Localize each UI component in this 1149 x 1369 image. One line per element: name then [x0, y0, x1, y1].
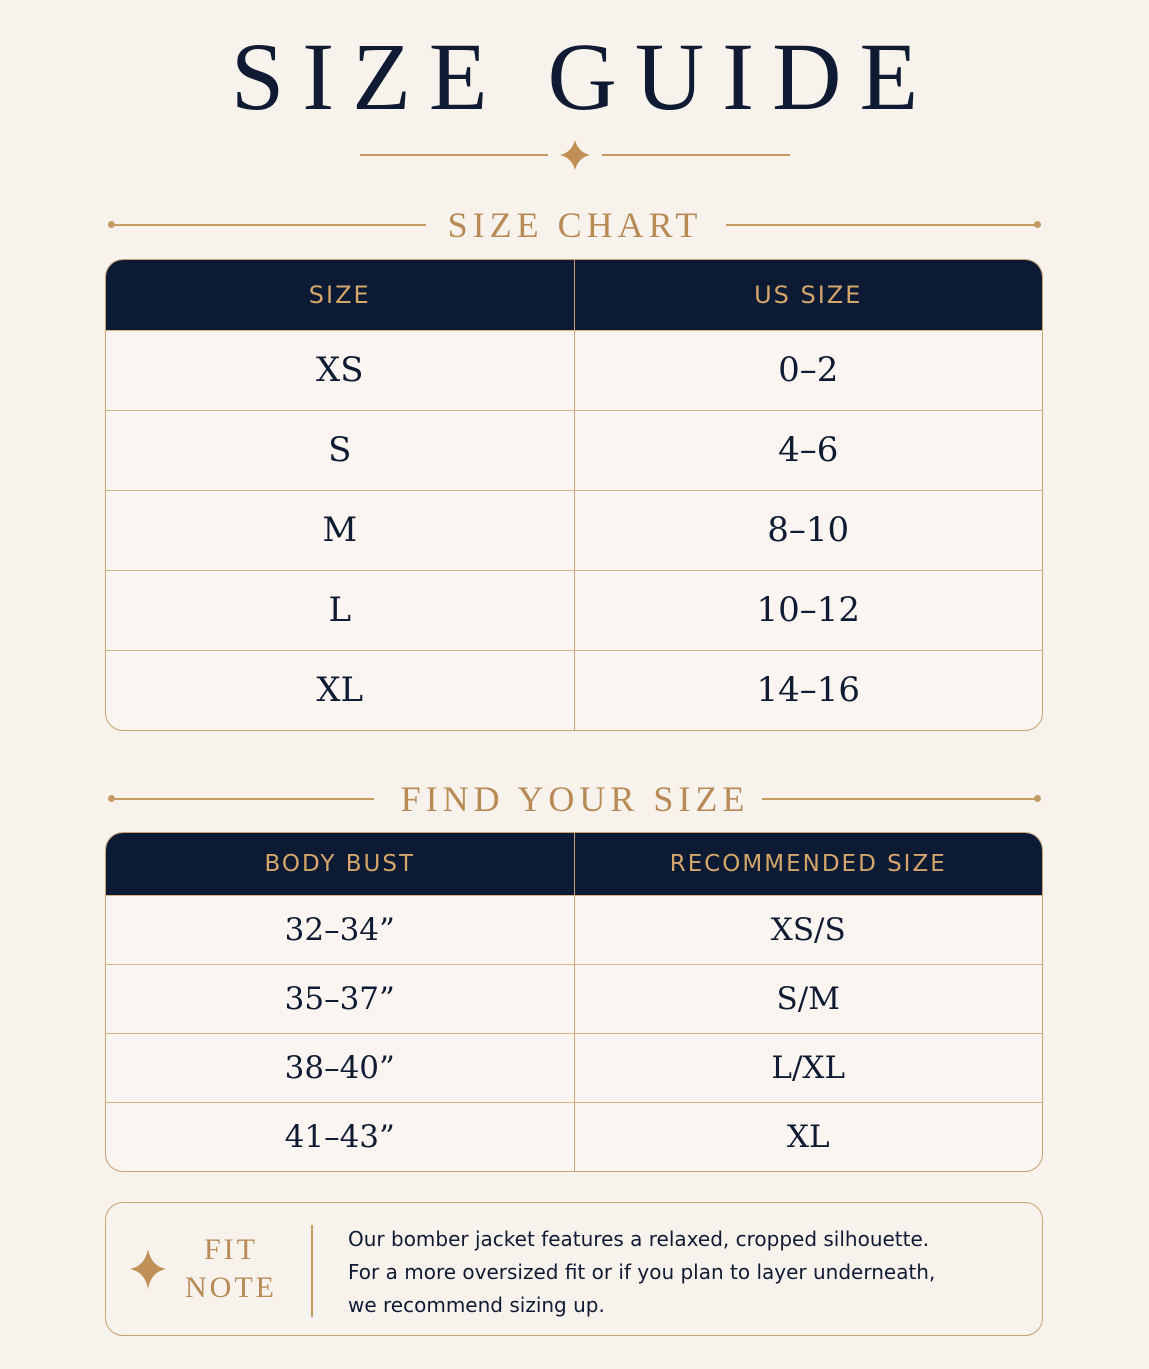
table-row	[106, 490, 1042, 570]
table-row	[106, 330, 1042, 410]
us-size-cell: 14–16	[574, 651, 1043, 730]
column-header-recommended-size: RECOMMENDED SIZE	[574, 833, 1043, 895]
table-row	[106, 1033, 1042, 1102]
fit-note-divider	[311, 1225, 313, 1317]
sparkle-icon	[130, 1249, 166, 1289]
table-row	[106, 895, 1042, 964]
recommended-cell: S/M	[574, 965, 1043, 1033]
size-cell: XS	[316, 350, 364, 390]
find-your-size-title: FIND YOUR SIZE	[400, 779, 750, 819]
find-your-size-table	[105, 832, 1043, 1172]
us-size-cell: 10–12	[574, 571, 1043, 650]
fit-note-line: For a more oversized fit or if you plan to layer underneath,	[348, 1260, 936, 1284]
page-title: SIZE GUIDE	[230, 23, 937, 130]
bust-cell: 35–37”	[284, 981, 395, 1017]
size-chart-heading	[108, 205, 1042, 245]
table-row	[106, 1102, 1042, 1171]
sparkle-icon	[560, 140, 590, 170]
column-header-size: SIZE	[308, 281, 371, 309]
size-cell: S	[328, 430, 352, 470]
recommended-cell: L/XL	[574, 1034, 1043, 1102]
fit-note-text	[348, 1223, 1008, 1322]
find-your-size-heading	[108, 779, 1042, 819]
bust-cell: 32–34”	[284, 912, 395, 948]
column-header-us-size: US SIZE	[574, 260, 1043, 330]
bust-cell: 41–43”	[284, 1119, 395, 1155]
size-cell: XL	[316, 670, 364, 710]
column-header-body-bust: BODY BUST	[264, 851, 416, 877]
table-row	[106, 570, 1042, 650]
fit-note-line: we recommend sizing up.	[348, 1293, 605, 1317]
fit-note-label-line1: FIT	[204, 1233, 258, 1266]
bust-cell: 38–40”	[284, 1050, 395, 1086]
table-row	[106, 964, 1042, 1033]
size-cell: M	[322, 510, 358, 550]
us-size-cell: 0–2	[574, 331, 1043, 410]
fit-note-label-line2: NOTE	[185, 1271, 277, 1304]
table-row	[106, 650, 1042, 730]
fit-note-box	[105, 1202, 1043, 1336]
fit-note-line: Our bomber jacket features a relaxed, cropped silhouette.	[348, 1227, 930, 1251]
size-chart-header	[106, 260, 1042, 330]
size-chart-title: SIZE CHART	[447, 205, 703, 245]
find-your-size-header	[106, 833, 1042, 895]
recommended-cell: XL	[574, 1103, 1043, 1171]
size-chart-table	[105, 259, 1043, 731]
us-size-cell: 8–10	[574, 491, 1043, 570]
recommended-cell: XS/S	[574, 896, 1043, 964]
title-ornament	[360, 140, 790, 170]
us-size-cell: 4–6	[574, 411, 1043, 490]
fit-note-label	[176, 1231, 286, 1307]
table-row	[106, 410, 1042, 490]
size-cell: L	[328, 590, 352, 630]
